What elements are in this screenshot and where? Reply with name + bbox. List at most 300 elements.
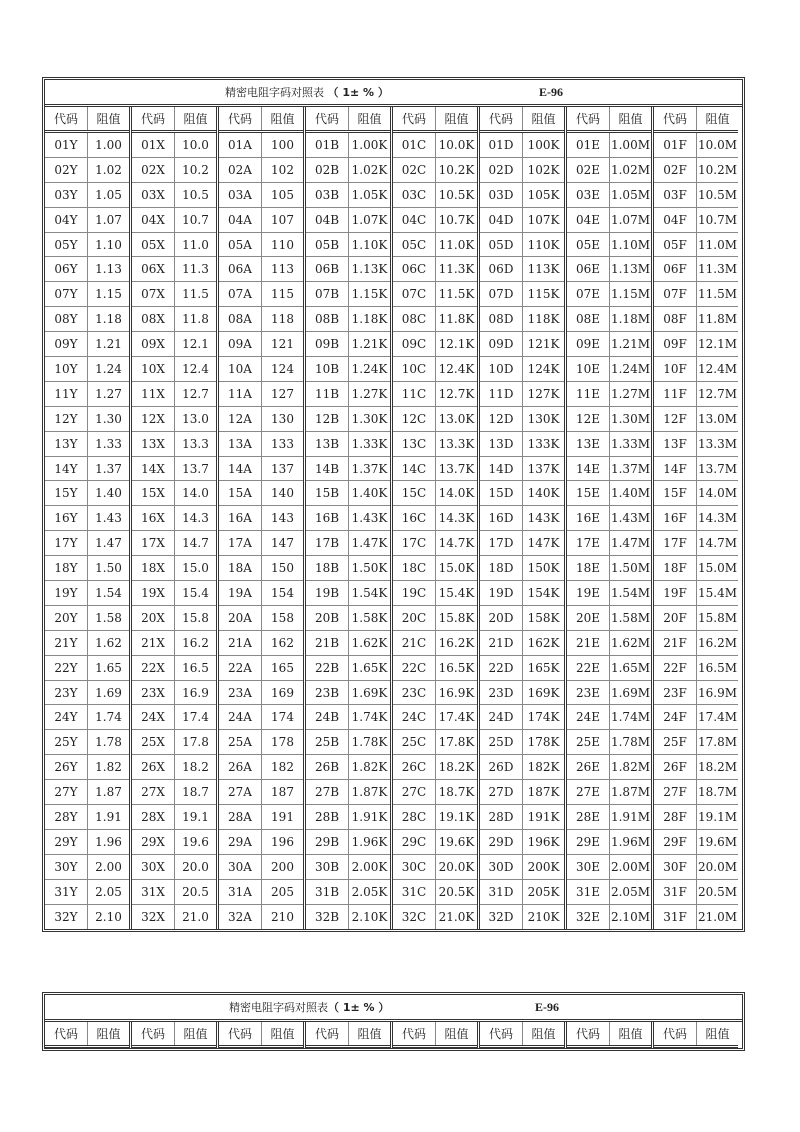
table-row — [393, 855, 477, 880]
value-cell: 1.02K — [351, 162, 388, 177]
header-value: 阻值 — [357, 112, 382, 126]
code-cell: 01C — [393, 133, 436, 157]
value-cell: 2.00K — [351, 859, 388, 874]
value-cell: 1.13 — [95, 262, 122, 277]
table-row — [567, 257, 651, 282]
value-cell: 2.10K — [351, 909, 388, 924]
value-cell: 15.0 — [182, 561, 209, 576]
table-row — [567, 357, 651, 382]
table-row — [567, 307, 651, 332]
table-row — [654, 158, 738, 183]
value-cell: 1.18K — [351, 312, 388, 327]
code-cell: 17F — [654, 531, 697, 555]
code-cell: 05F — [654, 233, 697, 257]
value-cell: 1.87 — [95, 785, 122, 800]
table-row — [393, 158, 477, 183]
value-cell: 182 — [271, 760, 294, 775]
table-row — [567, 208, 651, 233]
table-row — [393, 905, 477, 929]
value-cell: 1.54 — [95, 585, 122, 600]
table-row — [45, 332, 129, 357]
table-row — [654, 755, 738, 780]
code-cell: 20A — [219, 606, 262, 630]
table-row — [567, 805, 651, 830]
code-cell: 30Y — [45, 855, 88, 879]
value-cell: 115K — [527, 287, 560, 302]
value-cell: 1.91 — [95, 809, 122, 824]
table-row — [567, 506, 651, 531]
table-row — [219, 705, 303, 730]
code-cell: 17B — [306, 531, 349, 555]
value-cell: 18.7 — [182, 785, 209, 800]
value-cell: 1.21 — [95, 337, 122, 352]
value-cell: 2.05M — [610, 884, 650, 899]
code-cell: 05E — [567, 233, 610, 257]
code-cell: 20Y — [45, 606, 88, 630]
code-cell: 15D — [480, 481, 523, 505]
value-cell: 21.0K — [438, 909, 475, 924]
code-cell: 24X — [132, 705, 175, 729]
column-group-d — [480, 107, 567, 929]
table-row — [306, 481, 390, 506]
table-title-row — [45, 80, 742, 107]
table-row — [45, 158, 129, 183]
code-cell: 23C — [393, 681, 436, 705]
code-cell: 27X — [132, 780, 175, 804]
header-value: 阻值 — [183, 1027, 208, 1041]
table-row — [306, 755, 390, 780]
code-cell: 08D — [480, 307, 523, 331]
value-cell: 1.47K — [351, 536, 388, 551]
value-cell: 11.8M — [697, 312, 737, 327]
code-cell: 15X — [132, 481, 175, 505]
value-cell: 14.7M — [697, 536, 737, 551]
code-cell: 10F — [654, 357, 697, 381]
table-row — [306, 556, 390, 581]
table-row — [306, 233, 390, 258]
table-row — [567, 880, 651, 905]
value-cell: 21.0M — [697, 909, 737, 924]
value-cell: 11.3M — [697, 262, 737, 277]
value-cell: 1.10 — [95, 237, 122, 252]
table-row — [480, 432, 564, 457]
table-row — [567, 730, 651, 755]
value-cell: 15.4 — [182, 585, 209, 600]
value-cell: 187K — [527, 785, 560, 800]
value-cell: 107K — [527, 212, 560, 227]
table-row — [480, 457, 564, 482]
table-row — [219, 805, 303, 830]
header-code: 代码 — [393, 107, 436, 130]
table-row — [393, 780, 477, 805]
table-row — [567, 457, 651, 482]
table-row — [567, 681, 651, 706]
header-value: 阻值 — [270, 112, 295, 126]
table-row — [480, 407, 564, 432]
table-row — [132, 830, 216, 855]
header-value: 阻值 — [444, 1027, 469, 1041]
code-cell: 06A — [219, 257, 262, 281]
table-row — [654, 681, 738, 706]
code-cell: 25B — [306, 730, 349, 754]
code-cell: 12B — [306, 407, 349, 431]
value-cell: 2.00M — [610, 859, 650, 874]
table-row — [306, 282, 390, 307]
table-row — [567, 830, 651, 855]
value-cell: 205K — [527, 884, 560, 899]
table-row — [567, 432, 651, 457]
value-cell: 1.33M — [610, 436, 650, 451]
table-row — [132, 631, 216, 656]
code-cell: 14E — [567, 457, 610, 481]
table-row — [480, 233, 564, 258]
table-row — [480, 506, 564, 531]
value-cell: 16.5 — [182, 660, 209, 675]
table-row — [45, 233, 129, 258]
table-title: 精密电阻字码对照表 （ 1± % ） — [225, 86, 389, 99]
table-row — [393, 432, 477, 457]
code-cell: 10A — [219, 357, 262, 381]
value-cell: 143 — [271, 511, 294, 526]
table-row — [132, 556, 216, 581]
code-cell: 32E — [567, 905, 610, 929]
code-cell: 16A — [219, 506, 262, 530]
table-row — [306, 905, 390, 929]
table-row — [219, 531, 303, 556]
table-row — [306, 382, 390, 407]
code-cell: 01Y — [45, 133, 88, 157]
value-cell: 10.5M — [697, 187, 737, 202]
value-cell: 1.24M — [610, 361, 650, 376]
table-row — [45, 681, 129, 706]
column-group-c — [393, 107, 480, 929]
table-row — [567, 407, 651, 432]
value-cell: 1.33K — [351, 436, 388, 451]
table-row — [306, 183, 390, 208]
value-cell: 18.2M — [697, 760, 737, 775]
value-cell: 113K — [527, 262, 560, 277]
code-cell: 26X — [132, 755, 175, 779]
code-cell: 12C — [393, 407, 436, 431]
table-row — [45, 357, 129, 382]
value-cell: 14.3 — [182, 511, 209, 526]
table-row — [654, 830, 738, 855]
value-cell: 147 — [271, 536, 294, 551]
table-row — [567, 531, 651, 556]
code-cell: 07F — [654, 282, 697, 306]
value-cell: 1.50M — [610, 561, 650, 576]
value-cell: 19.1 — [182, 809, 209, 824]
value-cell: 17.4M — [697, 710, 737, 725]
table-row — [45, 705, 129, 730]
table-row — [132, 755, 216, 780]
code-cell: 16Y — [45, 506, 88, 530]
value-cell: 17.8K — [438, 735, 475, 750]
code-cell: 19C — [393, 581, 436, 605]
value-cell: 1.40M — [610, 486, 650, 501]
value-cell: 1.58 — [95, 610, 122, 625]
value-cell: 11.0M — [697, 237, 737, 252]
header-code: 代码 — [132, 1022, 175, 1045]
header-value: 阻值 — [705, 112, 730, 126]
code-cell: 13Y — [45, 432, 88, 456]
table-row — [480, 631, 564, 656]
value-cell: 15.4K — [438, 585, 475, 600]
code-cell: 16F — [654, 506, 697, 530]
table-row — [567, 332, 651, 357]
code-cell: 12A — [219, 407, 262, 431]
value-cell: 17.8M — [697, 735, 737, 750]
table-title: 精密电阻字码对照表（ 1± % ） — [229, 1001, 390, 1014]
column-group — [393, 1022, 480, 1048]
column-group-e — [567, 107, 654, 929]
code-cell: 18X — [132, 556, 175, 580]
value-cell: 143K — [527, 511, 560, 526]
code-cell: 06C — [393, 257, 436, 281]
code-cell: 25X — [132, 730, 175, 754]
table-row — [132, 855, 216, 880]
code-cell: 18Y — [45, 556, 88, 580]
value-cell: 1.00K — [351, 137, 388, 152]
table-row — [45, 631, 129, 656]
table-row — [654, 457, 738, 482]
value-cell: 10.7 — [182, 212, 209, 227]
column-group — [306, 1022, 393, 1048]
table-row — [393, 631, 477, 656]
value-cell: 127 — [271, 386, 294, 401]
header-code: 代码 — [654, 107, 697, 130]
value-cell: 1.69K — [351, 685, 388, 700]
value-cell: 105K — [527, 187, 560, 202]
value-cell: 10.5 — [182, 187, 209, 202]
table-row — [219, 880, 303, 905]
value-cell: 110K — [527, 237, 560, 252]
value-cell: 205 — [271, 884, 294, 899]
code-cell: 12F — [654, 407, 697, 431]
code-cell: 31X — [132, 880, 175, 904]
header-row — [480, 107, 564, 133]
table-row — [132, 307, 216, 332]
table-row — [480, 780, 564, 805]
code-cell: 30X — [132, 855, 175, 879]
table-row — [45, 133, 129, 158]
value-cell: 1.43K — [351, 511, 388, 526]
table-row — [567, 705, 651, 730]
table-row — [567, 656, 651, 681]
value-cell: 1.05K — [351, 187, 388, 202]
code-cell: 26C — [393, 755, 436, 779]
header-value: 阻值 — [705, 1027, 730, 1041]
table-row — [567, 382, 651, 407]
table-row — [480, 805, 564, 830]
table-row — [306, 457, 390, 482]
code-cell: 17E — [567, 531, 610, 555]
table-row — [480, 158, 564, 183]
code-cell: 29D — [480, 830, 523, 854]
code-cell: 32A — [219, 905, 262, 929]
value-cell: 1.96 — [95, 834, 122, 849]
code-cell: 22C — [393, 656, 436, 680]
value-cell: 124K — [527, 361, 560, 376]
value-cell: 1.78 — [95, 735, 122, 750]
code-cell: 20F — [654, 606, 697, 630]
code-cell: 22A — [219, 656, 262, 680]
code-cell: 27C — [393, 780, 436, 804]
table-row — [654, 905, 738, 929]
value-cell: 1.21K — [351, 337, 388, 352]
table-row — [393, 581, 477, 606]
value-cell: 169K — [527, 685, 560, 700]
code-cell: 27E — [567, 780, 610, 804]
code-cell: 18E — [567, 556, 610, 580]
code-cell: 19B — [306, 581, 349, 605]
code-cell: 03Y — [45, 183, 88, 207]
code-cell: 10Y — [45, 357, 88, 381]
value-cell: 12.7K — [438, 386, 475, 401]
header-code: 代码 — [219, 1022, 262, 1045]
code-cell: 27D — [480, 780, 523, 804]
value-cell: 20.0M — [697, 859, 737, 874]
value-cell: 10.5K — [438, 187, 475, 202]
table-row — [480, 357, 564, 382]
table-row — [654, 556, 738, 581]
code-cell: 20X — [132, 606, 175, 630]
value-cell: 20.0 — [182, 859, 209, 874]
code-cell: 05Y — [45, 233, 88, 257]
code-cell: 22X — [132, 656, 175, 680]
table-row — [393, 382, 477, 407]
code-cell: 17C — [393, 531, 436, 555]
table-row — [480, 681, 564, 706]
table-row — [45, 730, 129, 755]
code-cell: 14Y — [45, 457, 88, 481]
code-cell: 19X — [132, 581, 175, 605]
code-cell: 18B — [306, 556, 349, 580]
table-row — [132, 730, 216, 755]
value-cell: 1.82M — [610, 760, 650, 775]
column-group-y — [45, 107, 132, 929]
table-row — [306, 506, 390, 531]
code-cell: 16C — [393, 506, 436, 530]
table-row — [306, 805, 390, 830]
header-code: 代码 — [132, 107, 175, 130]
table-row — [45, 855, 129, 880]
column-group — [480, 1022, 567, 1048]
value-cell: 1.40K — [351, 486, 388, 501]
value-cell: 20.5 — [182, 884, 209, 899]
value-cell: 13.3K — [438, 436, 475, 451]
table-row — [219, 133, 303, 158]
table-row — [654, 481, 738, 506]
table-row — [654, 257, 738, 282]
code-cell: 11B — [306, 382, 349, 406]
table-row — [393, 681, 477, 706]
code-cell: 11Y — [45, 382, 88, 406]
value-cell: 1.33 — [95, 436, 122, 451]
header-row — [654, 107, 738, 133]
code-cell: 09F — [654, 332, 697, 356]
code-cell: 28Y — [45, 805, 88, 829]
table-row — [480, 656, 564, 681]
table-row — [567, 133, 651, 158]
code-cell: 17X — [132, 531, 175, 555]
value-cell: 19.1M — [697, 809, 737, 824]
value-cell: 11.3 — [182, 262, 209, 277]
value-cell: 196K — [527, 834, 560, 849]
table-row — [654, 805, 738, 830]
value-cell: 191 — [271, 809, 294, 824]
table-row — [219, 556, 303, 581]
value-cell: 107 — [271, 212, 294, 227]
code-cell: 15C — [393, 481, 436, 505]
value-cell: 11.5M — [697, 287, 737, 302]
code-cell: 08X — [132, 307, 175, 331]
value-cell: 1.54K — [351, 585, 388, 600]
code-cell: 04D — [480, 208, 523, 232]
value-cell: 1.74K — [351, 710, 388, 725]
code-cell: 21D — [480, 631, 523, 655]
table-row — [132, 880, 216, 905]
value-cell: 1.15K — [351, 287, 388, 302]
value-cell: 178K — [527, 735, 560, 750]
value-cell: 1.78M — [610, 735, 650, 750]
value-cell: 140 — [271, 486, 294, 501]
table-row — [393, 357, 477, 382]
value-cell: 12.1M — [697, 337, 737, 352]
code-cell: 14B — [306, 457, 349, 481]
code-cell: 17A — [219, 531, 262, 555]
value-cell: 17.4K — [438, 710, 475, 725]
code-cell: 23Y — [45, 681, 88, 705]
code-cell: 28F — [654, 805, 697, 829]
code-cell: 09X — [132, 332, 175, 356]
table-row — [219, 457, 303, 482]
value-cell: 1.15 — [95, 287, 122, 302]
code-cell: 29B — [306, 830, 349, 854]
code-cell: 14X — [132, 457, 175, 481]
table-row — [654, 133, 738, 158]
value-cell: 12.4 — [182, 361, 209, 376]
value-cell: 1.21M — [610, 337, 650, 352]
table-row — [567, 556, 651, 581]
code-cell: 12Y — [45, 407, 88, 431]
table-row — [306, 880, 390, 905]
value-cell: 113 — [271, 262, 294, 277]
value-cell: 13.3M — [697, 436, 737, 451]
table-row — [393, 755, 477, 780]
code-cell: 02F — [654, 158, 697, 182]
header-code: 代码 — [306, 1022, 349, 1045]
value-cell: 1.07K — [351, 212, 388, 227]
table-row — [132, 581, 216, 606]
header-row — [219, 107, 303, 133]
code-cell: 06Y — [45, 257, 88, 281]
code-cell: 31F — [654, 880, 697, 904]
value-cell: 191K — [527, 809, 560, 824]
code-cell: 30A — [219, 855, 262, 879]
table-row — [567, 183, 651, 208]
code-cell: 30D — [480, 855, 523, 879]
code-cell: 04A — [219, 208, 262, 232]
code-cell: 07X — [132, 282, 175, 306]
code-cell: 15Y — [45, 481, 88, 505]
code-cell: 23D — [480, 681, 523, 705]
header-value: 阻值 — [96, 112, 121, 126]
code-cell: 18D — [480, 556, 523, 580]
table-row — [480, 382, 564, 407]
value-cell: 13.7K — [438, 461, 475, 476]
value-cell: 1.15M — [610, 287, 650, 302]
